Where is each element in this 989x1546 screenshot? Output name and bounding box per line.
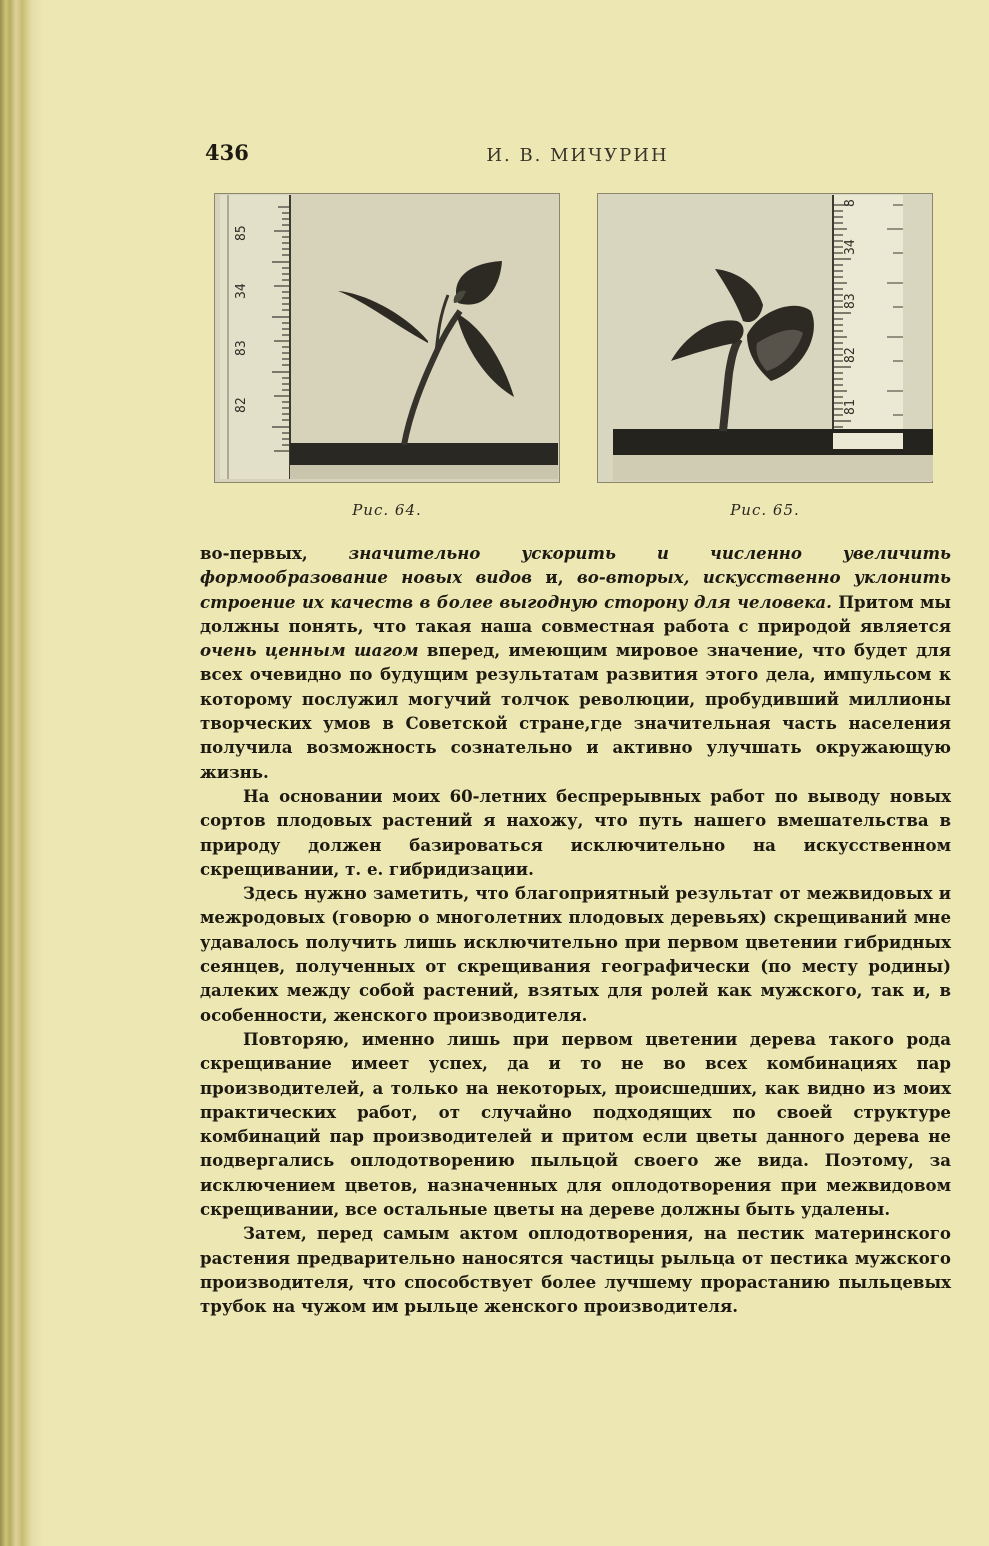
figure-64 <box>214 193 560 519</box>
paragraph: Здесь нужно заметить, что благоприятный результат от межвидовых и межродовых (говорю о многолетних плодовых деревьях) скрещиваний мне удавалось получить лишь исключительно при первом цветении гибридных сеянцев, полученных от скрещивания географически (по месту родины) далеких между собой растений, взятых для ролей как мужского, так и, в особенности, женского производителя. <box>200 883 951 1025</box>
paragraph: На основании моих 60-летних беспрерывных работ по выводу новых сортов плодовых растений я нахожу, что путь нашего вмешательства в природу должен базироваться исключительно на искусственном скрещивании, т. е. гибридизации. <box>200 785 951 879</box>
ruler-label: 81 <box>843 399 858 415</box>
ruler-label: 8 <box>843 199 858 207</box>
ruler-label: 85 <box>234 225 249 241</box>
ruler-label: 83 <box>234 340 249 356</box>
text-run: и, <box>532 567 577 588</box>
figure-65-photo <box>597 193 933 483</box>
text-run: вперед, имеющим мировое значение, что будет для всех очевидно по будущим результатам развития этого дела, импульсом к которому послужил могучий толчок революции, пробудивший миллионы творческих умов в Советской стране,где значительная часть населения получила возможность сознательно и активно улучшать окружающую жизнь. <box>200 640 951 782</box>
text-run: Притом мы должны понять, что такая наша совместная работа с природой является <box>200 591 951 636</box>
figure-64-photo <box>214 193 560 483</box>
ruler-label: 82 <box>843 347 858 363</box>
paragraph: Затем, перед самым актом оплодотворения, на пестик материнского растения предварительно наносятся частицы рыльца от пестика мужского производителя, что способствует более лучшему прорастанию пыльцевых трубок на чужом им рыльце женского производителя. <box>200 1223 951 1317</box>
page-number: 436 <box>205 140 249 165</box>
emphasis-run: значительно ускорить и численно увеличить формообразование новых видов <box>200 543 951 588</box>
paragraph: Повторяю, именно лишь при первом цветении дерева такого рода скрещивание имеет успех, да и то не во всех комбинациях пар производителей, а только на некоторых, происшедших, как видно из моих практических работ, от случайно подходящих по своей структуре комбинаций пар производителей и притом если цветы данного дерева не подвергались оплодотворению пыльцой своего же вида. Поэтому, за исключением цветов, назначенных для оплодотворения при межвидовом скрещивании, все остальные цветы на дереве должны быть удалены. <box>200 1028 951 1220</box>
running-head-author: И. В. МИЧУРИН <box>486 145 669 166</box>
ruler-label: 34 <box>234 283 249 299</box>
figure-64-caption: Рис. 64. <box>352 501 422 519</box>
running-head <box>205 140 950 174</box>
figure-65 <box>597 193 933 519</box>
text-run: во-первых, <box>200 543 349 563</box>
book-page-edge <box>0 0 44 1546</box>
figure-65-caption: Рис. 65. <box>730 501 800 519</box>
emphasis-run: очень ценным шагом <box>200 640 419 661</box>
ruler-label: 83 <box>843 293 858 309</box>
ruler-label: 82 <box>234 397 249 413</box>
emphasis-run: во-вторых, искусственно уклонить строение их качеств в более выгодную сторону для человека. <box>200 567 952 612</box>
ruler-label: 34 <box>843 239 858 255</box>
paragraph <box>200 541 951 784</box>
body-text <box>200 541 951 1319</box>
